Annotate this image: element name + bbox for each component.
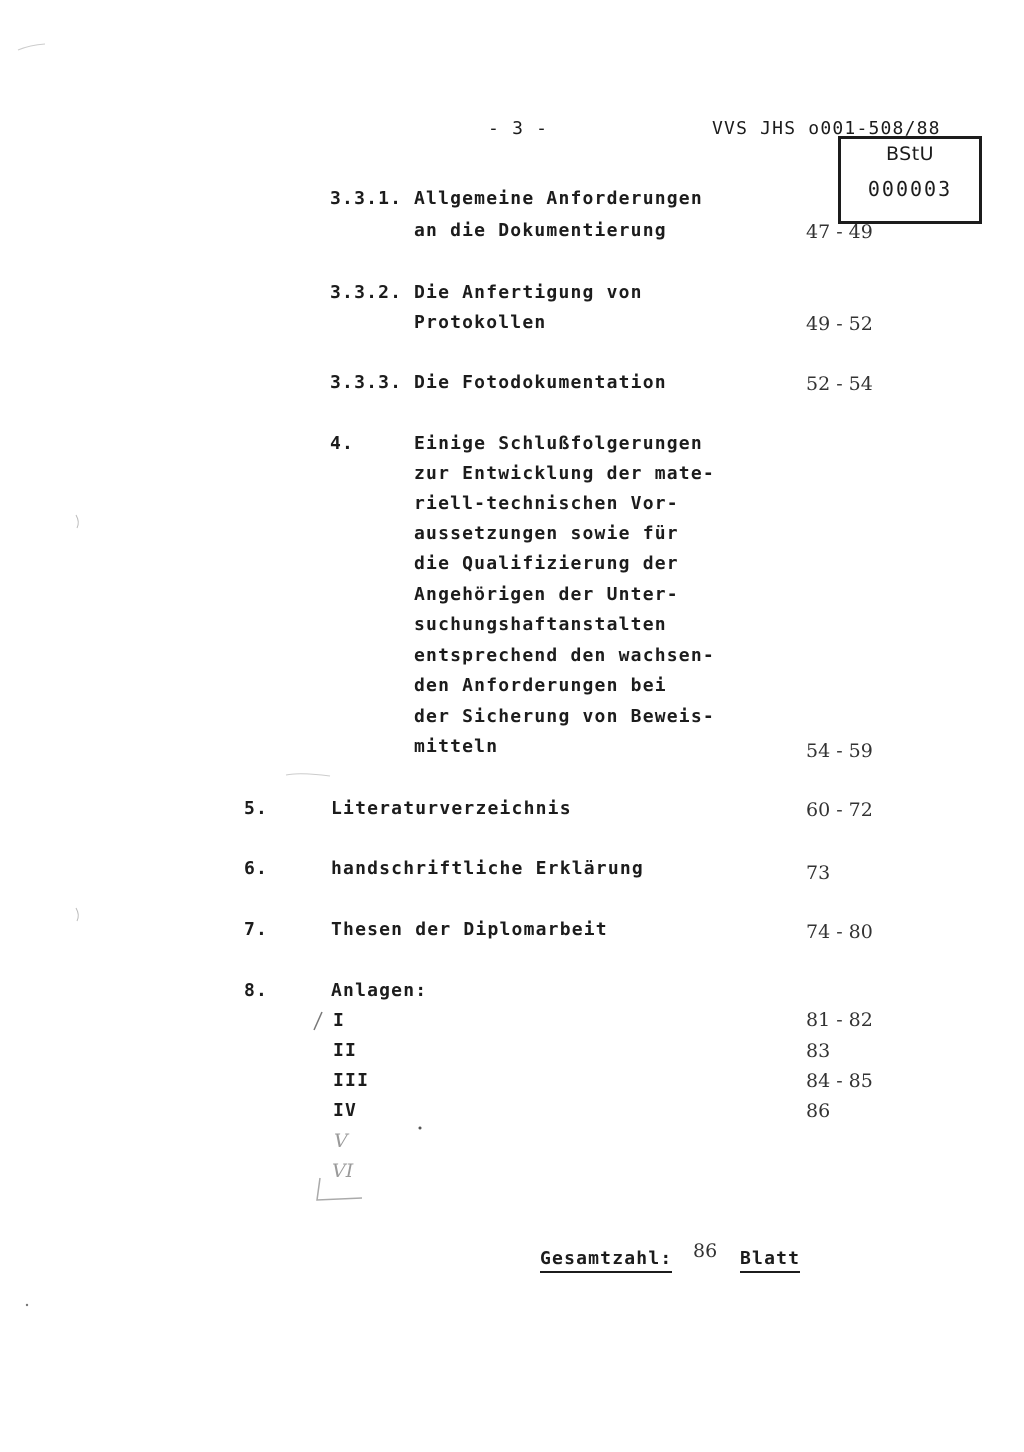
appendix-pages: 84 - 85 (806, 1070, 873, 1092)
toc-title-line: aussetzungen sowie für (414, 523, 679, 544)
toc-title-line: an die Dokumentierung (414, 220, 667, 241)
toc-number: 5. (244, 798, 269, 819)
toc-number: 3.3.3. (330, 372, 403, 393)
appendix-label: I (333, 1010, 346, 1031)
toc-number: 7. (244, 919, 269, 940)
toc-title-line: Die Fotodokumentation (414, 372, 667, 393)
appendix-pages: 81 - 82 (806, 1009, 873, 1031)
toc-title-line: Einige Schlußfolgerungen (414, 433, 703, 454)
total-pages: 86 (693, 1240, 718, 1262)
stamp-label: BStU (885, 143, 935, 165)
toc-pages: 74 - 80 (806, 921, 873, 943)
toc-title-line: die Qualifizierung der (414, 553, 679, 574)
appendix-label: IV (333, 1100, 358, 1121)
toc-number: 6. (244, 858, 269, 879)
toc-pages: 47 - 49 (806, 221, 873, 243)
toc-title-line: entsprechend den wachsen- (414, 645, 715, 666)
toc-pages: 52 - 54 (806, 373, 873, 395)
page-number: - 3 - (488, 118, 549, 139)
toc-title-line: den Anforderungen bei (414, 675, 667, 696)
total-unit: Blatt (740, 1248, 800, 1273)
toc-number: 3.3.1. (330, 188, 403, 209)
appendix-pages: 86 (806, 1100, 831, 1122)
toc-pages: 49 - 52 (806, 313, 873, 335)
toc-title-line: Anlagen: (331, 980, 428, 1001)
toc-title-line: Allgemeine Anforderungen (414, 188, 703, 209)
toc-title-line: zur Entwicklung der mate- (414, 463, 715, 484)
total-label: Gesamtzahl: (540, 1248, 672, 1273)
stamp-number: 000003 (867, 177, 953, 201)
toc-title-line: riell-technischen Vor- (414, 493, 679, 514)
toc-title-line: Literaturverzeichnis (331, 798, 572, 819)
toc-title-line: Angehörigen der Unter- (414, 584, 679, 605)
toc-number: 8. (244, 980, 269, 1001)
toc-title-line: Die Anfertigung von (414, 282, 643, 303)
toc-number: 4. (330, 433, 355, 454)
toc-title-line: der Sicherung von Beweis- (414, 706, 715, 727)
toc-title-line: Thesen der Diplomarbeit (331, 919, 608, 940)
toc-title-line: Protokollen (414, 312, 547, 333)
toc-number: 3.3.2. (330, 282, 403, 303)
toc-pages: 54 - 59 (806, 740, 873, 762)
appendix-pages: 83 (806, 1040, 831, 1062)
document-reference: VVS JHS o001-508/88 (712, 118, 941, 139)
toc-title-line: mitteln (414, 736, 499, 757)
handwritten-appendix-v: V (334, 1130, 348, 1152)
toc-title-line: suchungshaftanstalten (414, 614, 667, 635)
appendix-label: III (333, 1070, 370, 1091)
appendix-label: II (333, 1040, 358, 1061)
toc-pages: 60 - 72 (806, 799, 873, 821)
toc-title-line: handschriftliche Erklärung (331, 858, 644, 879)
toc-pages: 73 (806, 862, 831, 884)
handwritten-appendix-vi: VI (332, 1160, 354, 1182)
